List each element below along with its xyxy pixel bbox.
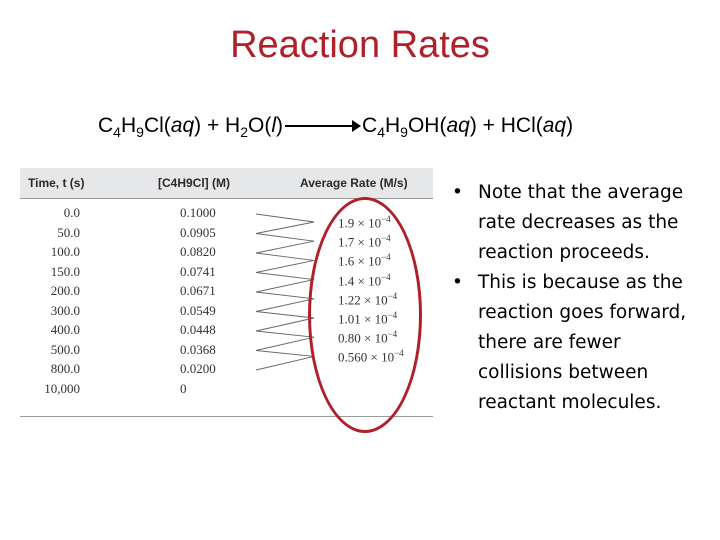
concentration-cell: 0.0448: [180, 322, 216, 337]
concentration-cell: 0: [180, 380, 187, 396]
highlight-ellipse: [308, 197, 422, 433]
concentration-cell: 0.0905: [180, 224, 216, 240]
rate-cell: $1.01 \times 10^{-4}$: [338, 310, 398, 327]
time-cell: 500.0: [50, 341, 80, 357]
time-cell: 100.0: [50, 244, 80, 259]
slide-title: Reaction Rates: [230, 24, 490, 66]
connector-line: [256, 351, 314, 357]
connector-line: [256, 273, 314, 280]
header-average-rate: Average Rate (M/s): [300, 176, 408, 190]
connector-line: [256, 214, 314, 222]
connector-line: [256, 356, 314, 370]
rate-cell: $1.4 \times 10^{-4}$: [338, 271, 391, 288]
time-cell: 0.0: [63, 205, 80, 220]
concentration-cell: 0.0671: [180, 283, 216, 298]
rate-cell: $1.7 \times 10^{-4}$: [338, 233, 391, 250]
concentration-cell: 0.0200: [180, 361, 216, 376]
time-cell: 200.0: [50, 283, 80, 298]
rate-cell: $1.6 \times 10^{-4}$: [338, 252, 391, 269]
header-concentration: [C4H9Cl] (M): [158, 176, 230, 190]
rate-cell: $0.560 \times 10^{-4}$: [338, 348, 404, 365]
connector-line: [256, 318, 314, 331]
rate-cell: $1.9 \times 10^{-4}$: [338, 214, 391, 231]
time-cell: 10,000: [44, 380, 80, 396]
bullet-list: [446, 178, 708, 418]
connector-line: [256, 241, 314, 253]
connector-line: [256, 299, 314, 312]
time-cell: 400.0: [50, 322, 80, 337]
concentration-cell: 0.1000: [180, 205, 216, 220]
time-cell: 800.0: [50, 361, 80, 376]
time-cell: 50.0: [57, 224, 80, 240]
bullet-item: • Note that the average rate decreases as the reaction proceeds.: [446, 178, 708, 268]
connector-line: [256, 260, 314, 272]
concentration-cell: 0.0549: [180, 302, 216, 318]
connector-line: [256, 280, 314, 292]
reaction-equation: $C_4H_9Cl(aq) + H_2O(l) C_4H_9OH(aq) + HCl(aq)$: [98, 114, 574, 141]
connector-line: [256, 331, 314, 337]
header-time: Time, t (s): [28, 176, 85, 190]
connector-line: [256, 312, 314, 319]
connector-line: [256, 337, 314, 350]
connector-line: [256, 222, 314, 234]
reaction-arrow-icon: [285, 125, 359, 127]
rate-cell: $1.22 \times 10^{-4}$: [338, 290, 398, 308]
connector-line: [256, 292, 314, 299]
concentration-cell: 0.0820: [180, 244, 216, 259]
rate-cell: $0.80 \times 10^{-4}$: [338, 329, 398, 346]
bullet-item: • This is because as the reaction goes forward, there are fewer collisions between reactant molecules.: [446, 268, 708, 418]
time-cell: 300.0: [50, 302, 80, 318]
time-cell: 150.0: [50, 263, 80, 279]
concentration-cell: 0.0741: [180, 263, 216, 279]
connector-line: [256, 253, 314, 260]
connector-line: [256, 234, 314, 242]
concentration-cell: 0.0368: [180, 341, 216, 357]
